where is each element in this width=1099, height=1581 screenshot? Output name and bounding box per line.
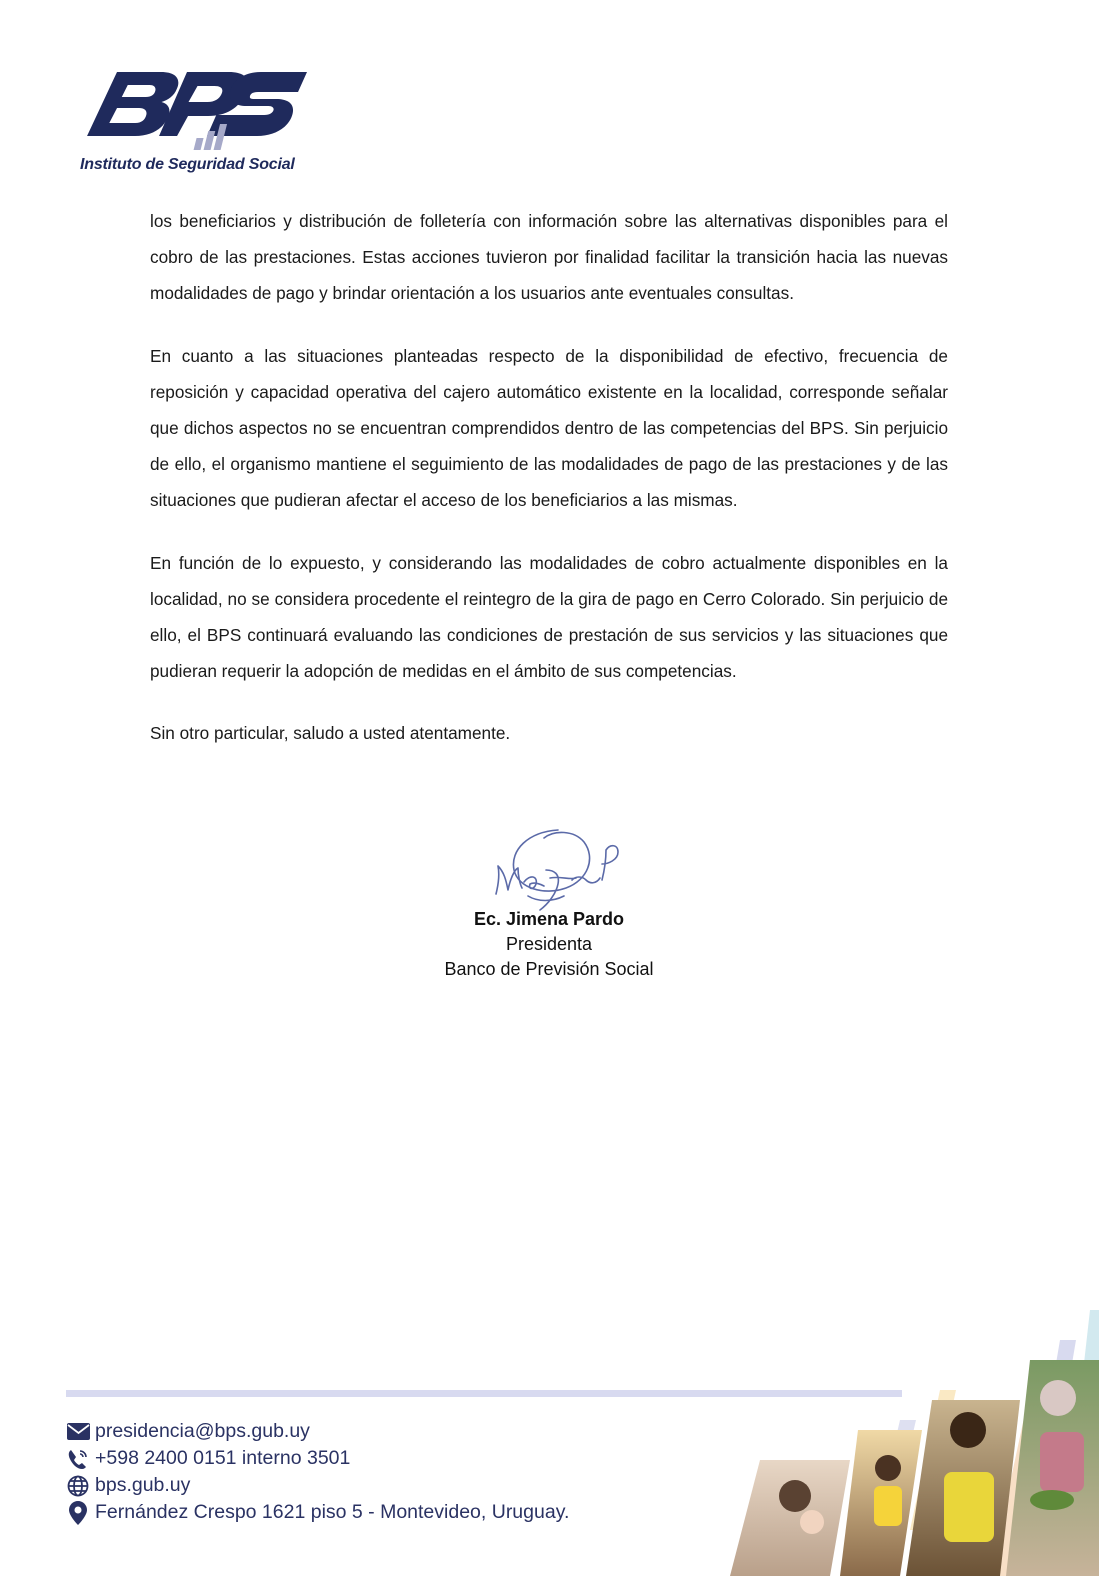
bps-logo (78, 68, 310, 180)
globe-icon (66, 1475, 90, 1497)
signer-organization: Banco de Previsión Social (444, 959, 654, 979)
location-pin-icon (66, 1502, 90, 1524)
contact-phone-text: +598 2400 0151 interno 3501 (95, 1447, 351, 1469)
letter-body (150, 203, 948, 778)
contact-website (66, 1472, 569, 1499)
envelope-icon (66, 1421, 90, 1443)
contact-address-text: Fernández Crespo 1621 piso 5 - Montevideo, Uruguay. (95, 1501, 570, 1523)
logo-subtitle: Instituto de Seguridad Social (80, 156, 295, 173)
phone-icon (66, 1448, 90, 1470)
paragraph-3: En función de lo expuesto, y considerando las modalidades de cobro actualmente disponibles en la localidad, no se considera procedente el reintegro de la gira de pago en Cerro Colorado. Sin perjuicio de ello, el BPS continuará evaluando las condiciones de prestación de sus servicios y las situaciones que pudieran requerir la adopción de medidas en el ámbito de sus competencias. (150, 552, 948, 682)
paragraph-1: los beneficiarios y distribución de folletería con información sobre las alternativas disponibles para el cobro de las prestaciones. Estas acciones tuvieron por finalidad facilitar la transición hacia las nuevas modalidades de pago y brindar orientación a los usuarios ante eventuales consultas. (150, 211, 948, 304)
footer-photo-collage (700, 1300, 1099, 1576)
closing-line: Sin otro particular, saludo a usted atentamente. (150, 723, 511, 744)
footer-contacts (66, 1418, 569, 1526)
contact-phone (66, 1445, 569, 1472)
contact-website-text[interactable]: bps.gub.uy (95, 1474, 191, 1496)
contact-email-text[interactable]: presidencia@bps.gub.uy (95, 1420, 310, 1442)
signer-name: Ec. Jimena Pardo (473, 909, 625, 929)
bps-logo-mark (78, 68, 310, 158)
paragraph-2: En cuanto a las situaciones planteadas respecto de la disponibilidad de efectivo, frecuencia de reposición y capacidad operativa del cajero automático existente en la localidad, corresponde señalar que dichos aspectos no se encuentran comprendidos dentro de las competencias del BPS. Sin perjuicio de ello, el organismo mantiene el seguimiento de las modalidades de pago de las prestaciones y de las situaciones que pudieran afectar el acceso de los beneficiarios a las mismas. (150, 345, 948, 511)
contact-address (66, 1499, 569, 1526)
contact-email (66, 1418, 569, 1445)
signer-title: Presidenta (505, 934, 593, 954)
signer-block (380, 907, 718, 982)
